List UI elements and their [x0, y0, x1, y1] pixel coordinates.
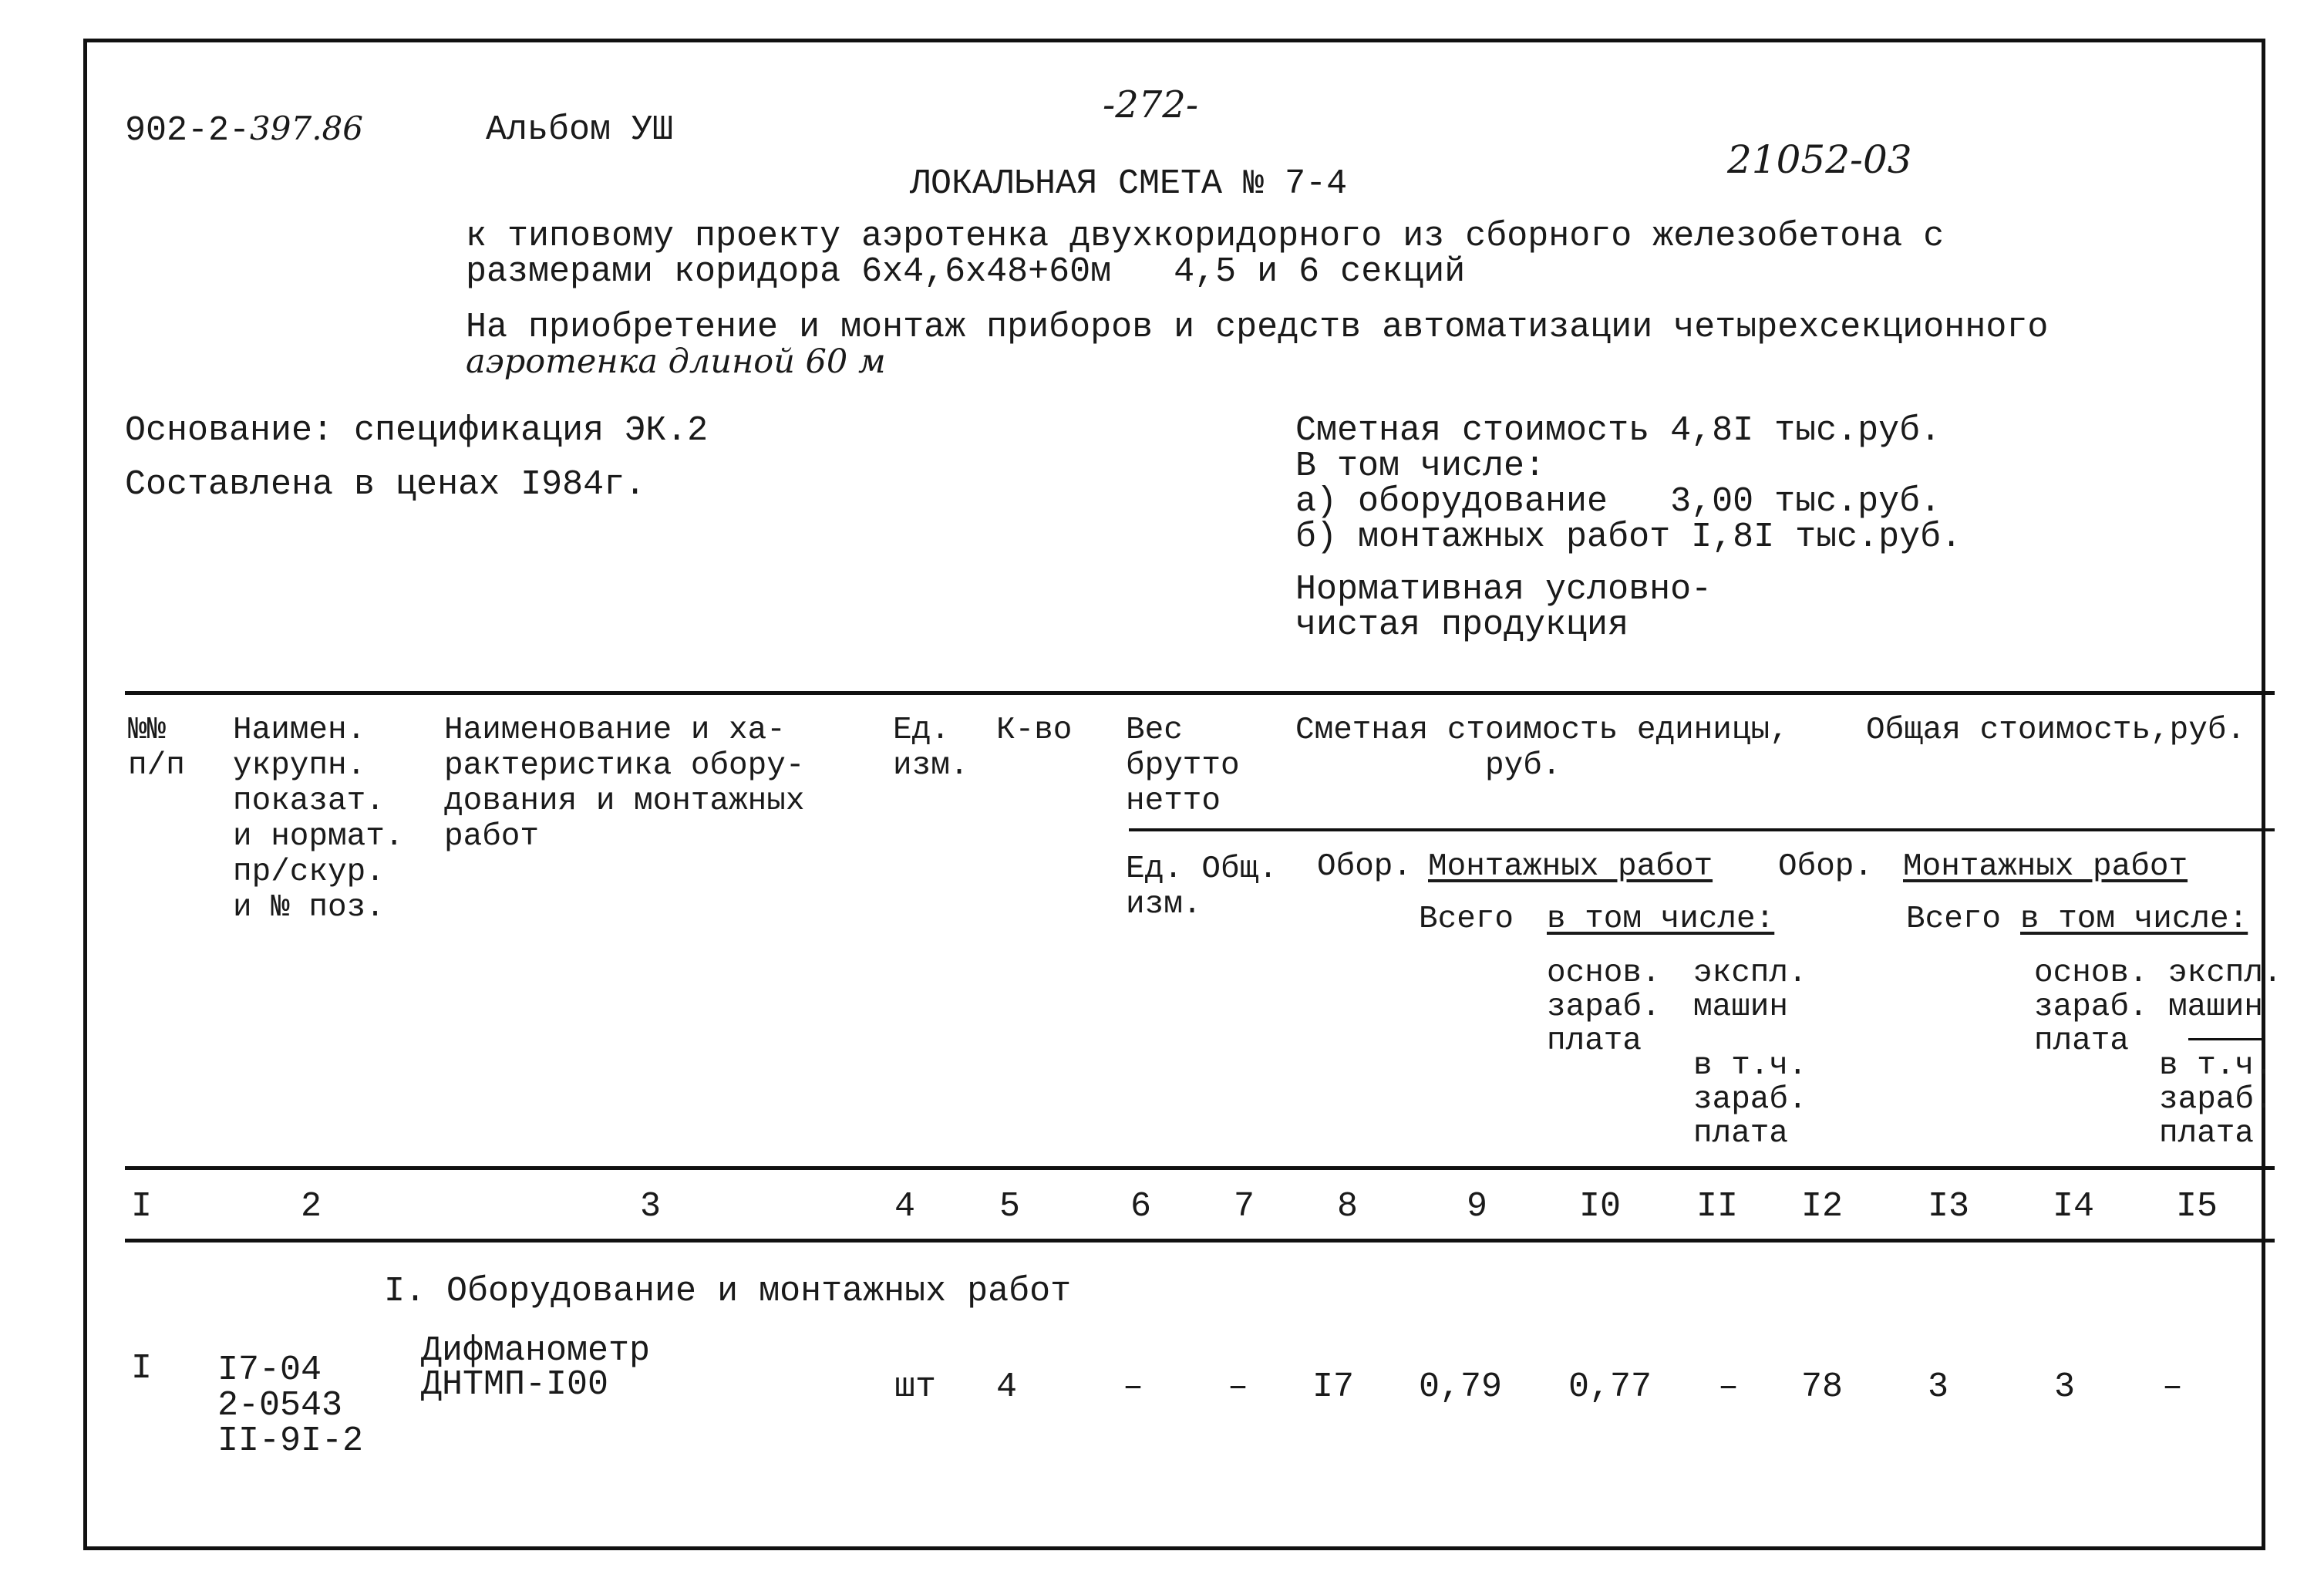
- doc-number: 902-2-397.86: [125, 110, 363, 150]
- col-number: I: [131, 1187, 153, 1226]
- col-header-equip: Обор.: [1317, 849, 1413, 885]
- basis-line: Основание: спецификация ЭК.2: [125, 411, 709, 450]
- row-unit: шт: [894, 1367, 937, 1407]
- prices-line: Составлена в ценах I984г.: [125, 465, 646, 504]
- row-weight-total: –: [1228, 1367, 1249, 1407]
- row-num: I: [131, 1349, 153, 1388]
- col-number: I5: [2176, 1187, 2218, 1226]
- col-header-name: Наименование и ха- рактеристика обору- дования и монтажных работ: [444, 713, 805, 855]
- table-top-rule: [125, 691, 2275, 695]
- col-number: 8: [1337, 1187, 1359, 1226]
- row-base-wage: 0,77: [1568, 1367, 1652, 1407]
- col-number: II: [1696, 1187, 1739, 1226]
- row-qty: 4: [996, 1367, 1018, 1407]
- col-header-num: №№ п/п: [128, 713, 185, 784]
- installation-cost: б) монтажных работ I,8I тыс.руб.: [1295, 518, 1962, 557]
- col-header-base-wage2: основ. зараб. плата: [2034, 956, 2148, 1059]
- page-title: ЛОКАЛЬНАЯ СМЕТА № 7-4: [910, 164, 1348, 204]
- col-number: I3: [1928, 1187, 1970, 1226]
- including-label: В том числе:: [1295, 447, 1546, 486]
- row-machines: –: [1718, 1367, 1740, 1407]
- equipment-cost: а) оборудование 3,00 тыс.руб.: [1295, 482, 1942, 521]
- col-number: 2: [301, 1187, 322, 1226]
- col-number: 9: [1467, 1187, 1488, 1226]
- col-header-total: Всего: [1419, 902, 1514, 937]
- col-header-including2: в том числе:: [2020, 902, 2248, 937]
- purpose-line1: На приобретение и монтаж приборов и средств автоматизации четырехсекционного: [466, 308, 2049, 347]
- col-header-unit-cost: Сметная стоимость единицы, руб.: [1295, 713, 1789, 784]
- col-header-machines2: экспл. машин: [2168, 956, 2282, 1025]
- col-number: 3: [640, 1187, 662, 1226]
- row-machines-sum: –: [2162, 1367, 2184, 1407]
- col-number: 7: [1234, 1187, 1255, 1226]
- col-header-incl-wage: в т.ч. зараб. плата: [1693, 1048, 1807, 1151]
- row-equip-cost: I7: [1312, 1367, 1355, 1407]
- subtitle-line2: размерами коридора 6х4,6х48+60м 4,5 и 6 секций: [466, 252, 1466, 292]
- row-base-wage-sum: 3: [2054, 1367, 2076, 1407]
- col-header-incl-wage2: в т.ч. зараб. плата: [2159, 1048, 2273, 1151]
- normative-line1: Нормативная условно-: [1295, 570, 1713, 609]
- col-number-rule: [125, 1239, 2275, 1243]
- purpose-line2: аэротенка длиной 60 м: [466, 342, 886, 381]
- col-header-qty: К-во: [996, 713, 1073, 748]
- page-number: -272-: [1103, 83, 1199, 126]
- col-header-weight-unit: Ед. Общ. изм.: [1126, 851, 1278, 922]
- row-equip-total: 78: [1801, 1367, 1844, 1407]
- row-name: Дифманометр ДНТМП-I00: [421, 1331, 651, 1404]
- album-label: Альбом УШ: [486, 110, 674, 150]
- col-number: I2: [1801, 1187, 1844, 1226]
- row-code: I7-04 2-0543 II-9I-2: [217, 1350, 364, 1461]
- col-number: 4: [894, 1187, 916, 1226]
- col-number: I4: [2053, 1187, 2095, 1226]
- col-header-weight: Вес брутто нетто: [1126, 713, 1240, 819]
- subtitle-line1: к типовому проекту аэротенка двухкоридорного из сборного железобетона с: [466, 217, 1945, 256]
- header-bottom-rule: [125, 1166, 2275, 1170]
- total-cost: Сметная стоимость 4,8I тыс.руб.: [1295, 411, 1942, 450]
- col-header-code: Наимен. укрупн. показат. и нормат. пр/скур. и № поз.: [233, 713, 404, 926]
- col-header-total2: Всего: [1906, 902, 2002, 937]
- col-header-including: в том числе:: [1547, 902, 1775, 937]
- col-header-unit: Ед. изм.: [893, 713, 969, 784]
- col-number: I0: [1579, 1187, 1622, 1226]
- row-install-total: 0,79: [1419, 1367, 1503, 1407]
- col-header-install: Монтажных работ: [1428, 849, 1713, 885]
- col-header-base-wage: основ. зараб. плата: [1547, 956, 1661, 1059]
- stamp-number: 21052-03: [1727, 137, 1912, 182]
- col-number: 6: [1130, 1187, 1152, 1226]
- col-header-machines: экспл. машин: [1693, 956, 1807, 1025]
- col-header-equip2: Обор.: [1778, 849, 1874, 885]
- normative-line2: чистая продукция: [1295, 605, 1629, 645]
- subheader-rule: [1129, 828, 2275, 831]
- row-install-total-sum: 3: [1928, 1367, 1949, 1407]
- col-number: 5: [999, 1187, 1021, 1226]
- machines2-rule: [2188, 1038, 2262, 1040]
- col-header-total-cost: Общая стоимость,руб.: [1866, 713, 2246, 748]
- section-title: I. Оборудование и монтажных работ: [384, 1272, 1072, 1311]
- col-header-install2: Монтажных работ: [1903, 849, 2188, 885]
- row-weight-unit: –: [1123, 1367, 1144, 1407]
